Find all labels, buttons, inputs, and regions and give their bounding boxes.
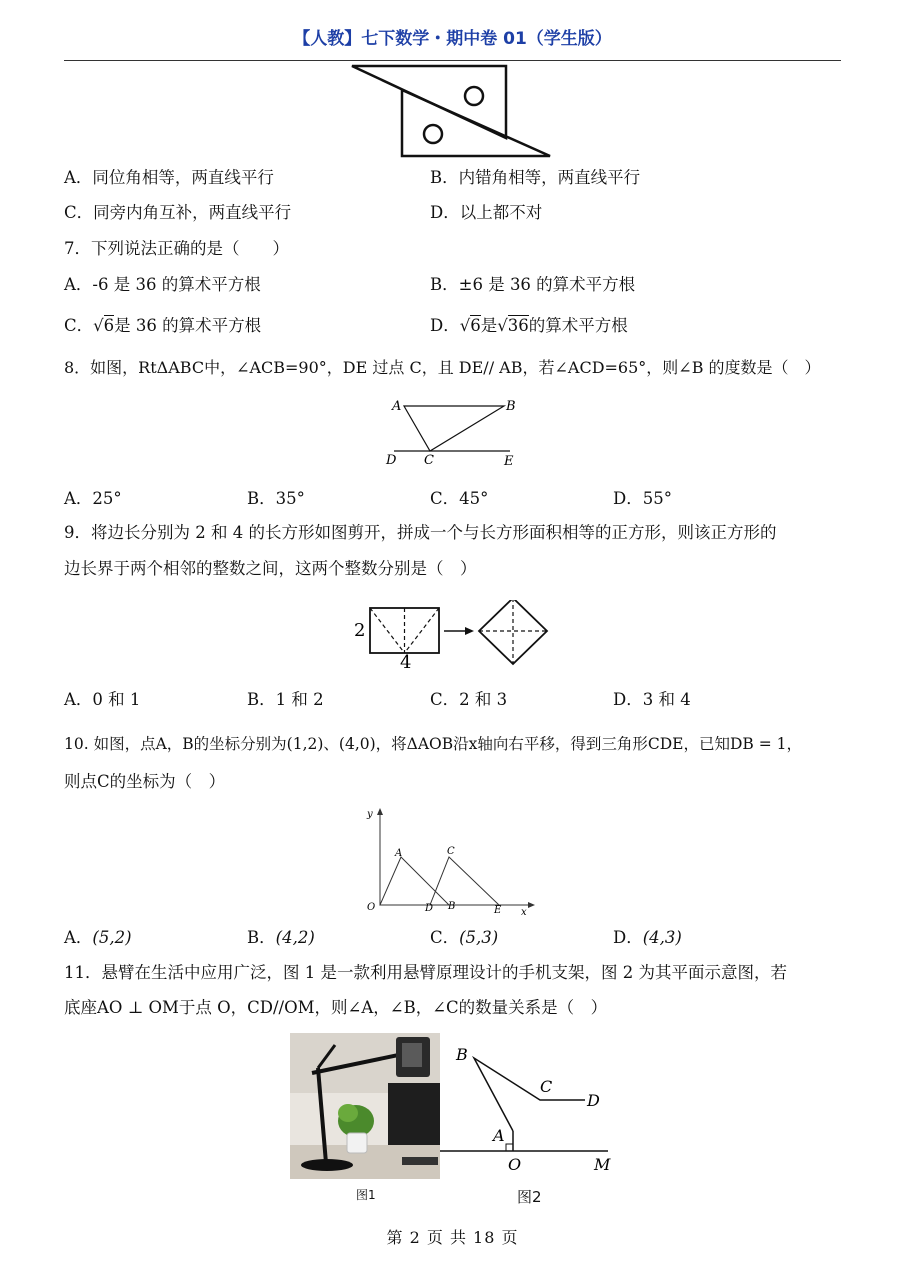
q11-figure1-caption: 图1 <box>356 1188 376 1202</box>
monitor <box>388 1083 440 1153</box>
q11-figure2-caption: 图2 <box>517 1188 542 1206</box>
q11-stem-line2: 底座AO ⊥ OM于点 O，CD//OM，则∠A，∠B，∠C的数量关系是（ ） <box>64 998 608 1017</box>
q7-option-d-mid: 是 <box>480 316 498 335</box>
q6-option-d: D．以上都不对 <box>430 203 543 222</box>
label-o: O <box>508 1155 522 1174</box>
q7-option-d-prefix: D． <box>430 316 460 335</box>
arrow-head <box>465 627 474 635</box>
label-m: M <box>594 1155 611 1174</box>
flower-pot <box>347 1133 367 1153</box>
q7-option-c <box>64 315 261 337</box>
q10-option-b-value: (4,2) <box>275 928 315 947</box>
set-square-hole-lower <box>424 125 442 143</box>
set-square-lower <box>402 90 550 156</box>
q8-option-b: B．35° <box>247 489 305 508</box>
triangle-abc <box>404 406 504 451</box>
label-y: y <box>367 809 373 820</box>
q6-option-a: A．同位角相等，两直线平行 <box>64 168 274 187</box>
triangle-cde <box>430 857 499 905</box>
q9-stem-line2: 边长界于两个相邻的整数之间，这两个整数分别是（ ） <box>64 559 477 578</box>
q8-option-a: A．25° <box>64 489 122 508</box>
triangle-aob <box>380 857 449 905</box>
label-a: A <box>395 848 403 859</box>
q11-figure1-phone-holder-photo <box>290 1033 440 1179</box>
q7-option-a: A．-6 是 36 的算术平方根 <box>64 275 261 294</box>
q8-option-c: C．45° <box>430 489 489 508</box>
q9-option-b: B．1 和 2 <box>247 690 324 709</box>
q10-option-c-value: (5,3) <box>459 928 499 947</box>
q10-option-a <box>64 927 132 949</box>
q8-stem: 8．如图，RtΔABC中，∠ACB=90°，DE 过点 C，且 DE// AB，若∠ACD=65°，则∠B 的度数是（ ） <box>64 358 821 377</box>
q10-option-c-prefix: C． <box>430 928 460 947</box>
label-c: C <box>447 846 455 857</box>
sqrt-symbol: √ <box>497 316 508 335</box>
q7-option-d <box>430 315 628 337</box>
q7-option-c-prefix: C． <box>64 316 94 335</box>
label-a: A <box>493 1126 505 1145</box>
label-c: C <box>424 453 434 468</box>
q9-option-c: C．2 和 3 <box>430 690 508 709</box>
label-o: O <box>367 902 376 913</box>
label-e: E <box>494 905 502 916</box>
q8-triangle-figure <box>380 392 530 472</box>
q9-rectangle-to-square-figure <box>350 600 560 672</box>
q7-option-d-suffix: 的算术平方根 <box>528 316 628 335</box>
q6-set-squares-figure <box>340 64 560 160</box>
set-square-hole-upper <box>465 87 483 105</box>
label-b: B <box>448 901 456 912</box>
page-footer: 第 2 页 共 18 页 <box>386 1228 519 1247</box>
header-rule <box>64 60 841 61</box>
label-e: E <box>504 454 514 469</box>
label-a: A <box>392 399 402 414</box>
label-width: 4 <box>400 652 412 672</box>
q6-option-c: C．同旁内角互补，两直线平行 <box>64 203 292 222</box>
q9-option-d: D．3 和 4 <box>613 690 691 709</box>
q10-option-b-prefix: B． <box>247 928 276 947</box>
q7-option-c-radicand: 6 <box>103 316 115 335</box>
q8-option-d: D．55° <box>613 489 672 508</box>
q10-stem-line2: 则点C的坐标为（ ） <box>64 772 226 791</box>
q10-option-d-prefix: D． <box>613 928 643 947</box>
label-d: D <box>386 453 397 468</box>
sqrt-symbol: √ <box>93 316 104 335</box>
label-c: C <box>540 1077 553 1096</box>
keyboard <box>402 1157 438 1165</box>
holder-base <box>301 1159 353 1171</box>
page-header: 【人教】七下数学・期中卷 01（学生版） <box>293 29 612 49</box>
polyline-abcd <box>474 1058 585 1131</box>
label-d: D <box>425 903 434 914</box>
q10-option-a-value: (5,2) <box>92 928 132 947</box>
label-height: 2 <box>354 620 366 641</box>
right-angle-mark <box>506 1144 513 1151</box>
q10-option-d <box>613 927 682 949</box>
q10-option-b <box>247 927 315 949</box>
q10-option-c <box>430 927 498 949</box>
q10-option-a-prefix: A． <box>64 928 93 947</box>
label-b: B <box>456 1045 468 1064</box>
q6-option-b: B．内错角相等，两直线平行 <box>430 168 641 187</box>
q7-stem: 7．下列说法正确的是（ ） <box>64 239 289 258</box>
sqrt-symbol: √ <box>459 316 471 335</box>
label-b: B <box>506 399 516 414</box>
q7-option-b: B．±6 是 36 的算术平方根 <box>430 275 636 294</box>
q7-option-d-radicand-1: 6 <box>470 316 481 335</box>
q7-option-d-radicand-2: 36 <box>507 316 529 335</box>
label-x: x <box>521 907 527 918</box>
q10-stem-line1: 10. 如图，点A，B的坐标分别为(1,2)、(4,0)，将ΔAOB沿x轴向右平移，得到三角形CDE，已知DB = 1， <box>64 735 803 753</box>
q7-option-c-suffix: 是 36 的算术平方根 <box>114 316 262 335</box>
q9-stem-line1: 9．将边长分别为 2 和 4 的长方形如图剪开，拼成一个与长方形面积相等的正方形，则该正方形的 <box>64 523 777 542</box>
q11-stem-line1: 11．悬臂在生活中应用广泛，图 1 是一款利用悬臂原理设计的手机支架，图 2 为其平面示意图，若 <box>64 963 787 982</box>
q10-option-d-value: (4,3) <box>642 928 682 947</box>
q9-option-a: A．0 和 1 <box>64 690 141 709</box>
label-d: D <box>587 1091 600 1110</box>
q10-coordinate-figure <box>355 805 540 920</box>
q11-figure2-schematic <box>440 1040 620 1180</box>
